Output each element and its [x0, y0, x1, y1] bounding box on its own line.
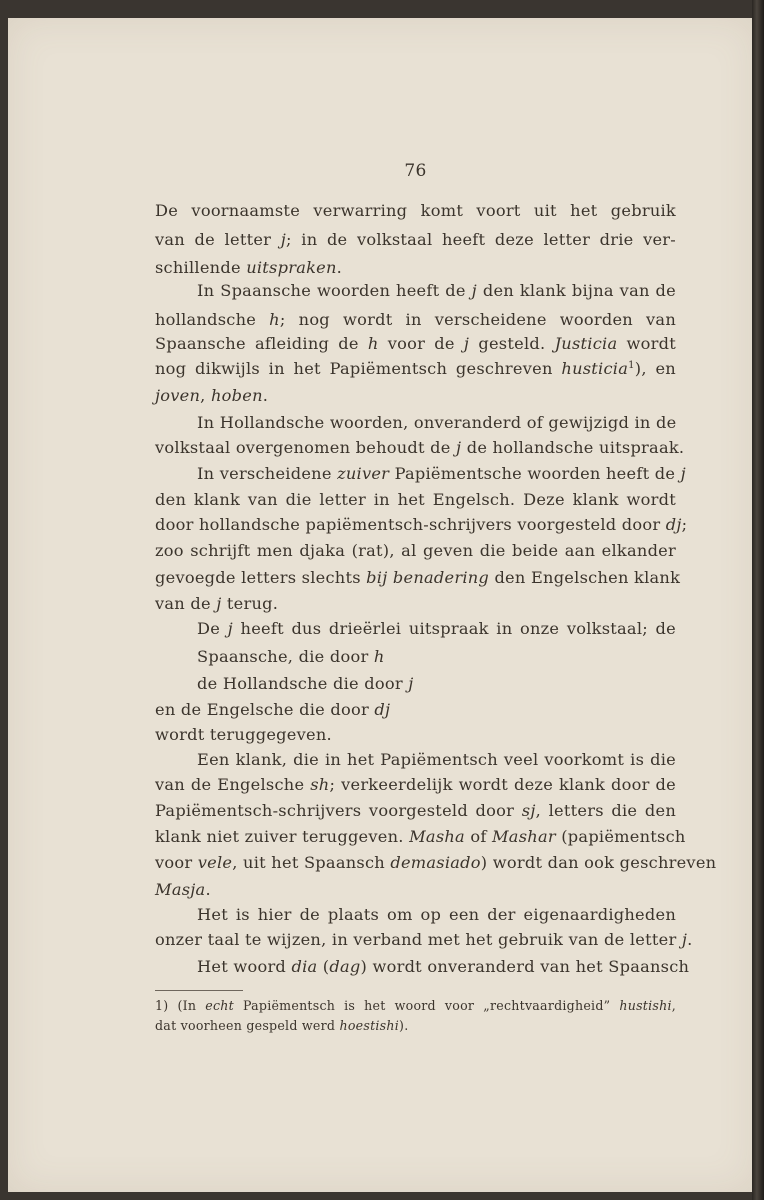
footnote-line: 1) (In echt Papiëmentsch is het woord voor „rechtvaardigheid” hustishi, [155, 998, 677, 1013]
text-line: In verscheidene zuiver Papiëmentsche woorden heeft de j [197, 464, 686, 483]
book-edge [752, 0, 764, 1200]
text-line: klank niet zuiver teruggeven. Masha of Mashar (papiëmentsch [155, 827, 686, 846]
book-page [8, 18, 756, 1192]
text-line: Spaansche, die door h [197, 647, 385, 666]
text-line: Een klank, die in het Papiëmentsch veel voorkomt is die [197, 750, 676, 769]
text-line: van de Engelsche sh; verkeerdelijk wordt deze klank door de [155, 775, 676, 794]
text-line: De j heeft dus drieërlei uitspraak in onze volkstaal; de [197, 619, 676, 638]
text-line: voor vele, uit het Spaansch demasiado) wordt dan ook geschreven [155, 853, 717, 872]
text-line: door hollandsche papiëmentsch-schrijvers voorgesteld door dj; [155, 515, 688, 534]
text-line: In Hollandsche woorden, onveranderd of gewijzigd in de [197, 413, 677, 432]
text-line: joven, hoben. [155, 386, 269, 405]
text-line: den klank van die letter in het Engelsch. Deze klank wordt [155, 490, 676, 509]
text-line: De voornaamste verwarring komt voort uit het gebruik [155, 201, 676, 220]
text-line: Het woord dia (dag) wordt onveranderd van het Spaansch [197, 957, 690, 976]
page-number: 76 [404, 161, 427, 181]
text-line: Spaansche afleiding de h voor de j gesteld. Justicia wordt [155, 334, 676, 353]
text-line: de Hollandsche die door j [197, 674, 414, 693]
text-line: Masja. [155, 880, 211, 899]
text-line: zoo schrijft men djaka (rat), al geven die beide aan elkander [155, 541, 676, 560]
text-line: wordt teruggegeven. [155, 725, 332, 744]
text-line: In Spaansche woorden heeft de j den klank bijna van de [197, 281, 676, 300]
text-line: onzer taal te wijzen, in verband met het gebruik van de letter j. [155, 930, 693, 949]
text-line: schillende uitspraken. [155, 258, 343, 277]
text-line: volkstaal overgenomen behoudt de j de hollandsche uitspraak. [155, 438, 685, 457]
text-line: en de Engelsche die door dj [155, 700, 391, 719]
footnote-line: dat voorheen gespeld werd hoestishi). [155, 1018, 409, 1033]
text-line: hollandsche h; nog wordt in verscheidene woorden van [155, 310, 676, 329]
text-line: Papiëmentsch-schrijvers voorgesteld door sj, letters die den [155, 801, 676, 820]
text-line: van de letter j; in de volkstaal heeft deze letter drie ver- [155, 230, 676, 249]
text-line: Het is hier de plaats om op een der eigenaardigheden [197, 905, 676, 924]
footnote-rule [155, 990, 243, 991]
text-line: gevoegde letters slechts bij benadering den Engelschen klank [155, 568, 681, 587]
text-line: nog dikwijls in het Papiëmentsch geschreven husticia$^1$), en [155, 359, 676, 378]
text-line: van de j terug. [155, 594, 279, 613]
